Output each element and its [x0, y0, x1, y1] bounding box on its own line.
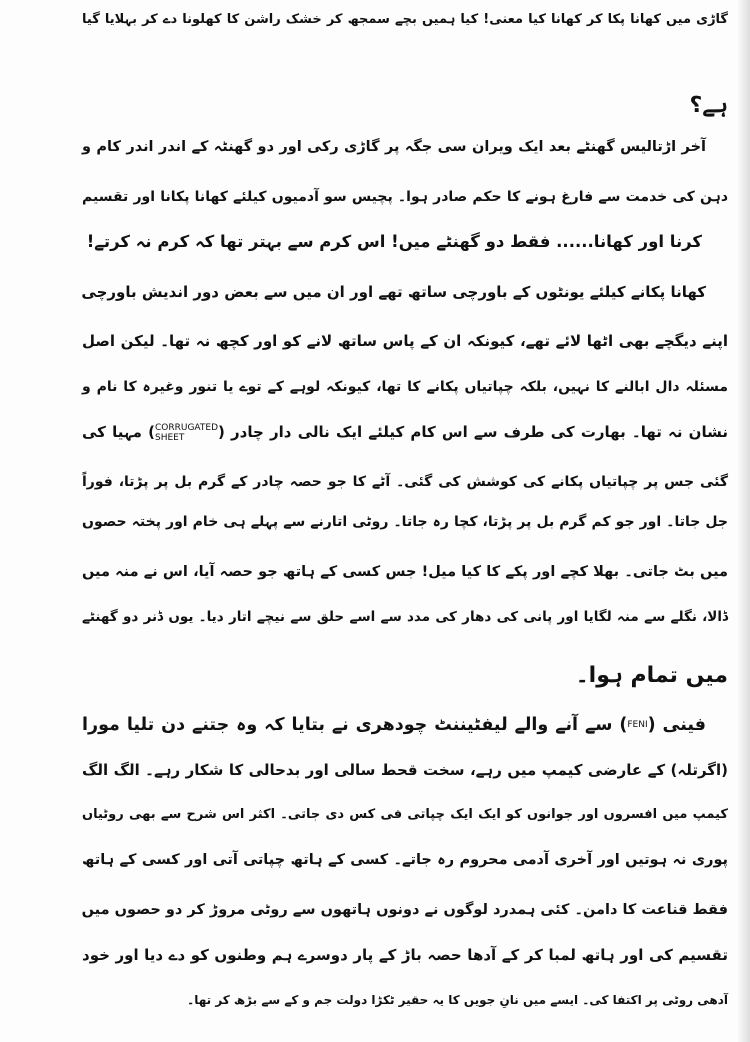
text-line: کرنا اور کھانا...... فقط دو گھنٹے میں! اس کرم سے بہتر تھا کہ کرم نہ کرتے!	[86, 232, 702, 251]
text-segment: نشان نہ تھا۔ بھارت کی طرف سے اس کام کیلئے ایک نالی دار چادر (	[218, 423, 729, 441]
paragraph-start: کھانا پکانے کیلئے یونٹوں کے باورچی ساتھ تھے اور ان میں سے بعض دور اندیش باورچی	[81, 283, 706, 301]
text-line: اپنے دیگچے بھی اٹھا لائے تھے، کیونکہ ان کے پاس ساتھ لانے کو اور کچھ نہ تھا۔ لیکن اصل	[82, 332, 728, 350]
text-line: پوری نہ ہوتیں اور آخری آدمی محروم رہ جاتے۔ کسی کے ہاتھ چپاتی آتی اور کسی کے ہاتھ	[82, 852, 728, 868]
english-term: FENI	[627, 720, 648, 730]
text-line: دہن کی خدمت سے فارغ ہونے کا حکم صادر ہوا۔ پچیس سو آدمیوں کیلئے کھانا پکانا اور تقسیم	[82, 189, 728, 205]
paragraph-start: آخر اڑتالیس گھنٹے بعد ایک ویران سی جگہ پر گاڑی رکی اور دو گھنٹہ کے اندر اندر کام و	[82, 139, 706, 155]
text-line: میں تمام ہوا۔	[575, 663, 728, 688]
text-segment: ) مہیا کی	[82, 423, 155, 441]
text-line: میں بٹ جاتی۔ بھلا کچے اور پکے کا کیا میل! جس کسی کے ہاتھ جو حصہ آیا، اس نے منہ میں	[82, 564, 728, 580]
text-line: فقط قناعت کا دامن۔ کئی ہمدرد لوگوں نے دونوں ہاتھوں سے روٹی مروڑ کر دو حصوں میں	[81, 902, 728, 918]
english-term-line: CORRUGATED	[154, 422, 218, 433]
text-line: جل جاتا۔ اور جو کم گرم بل پر پڑتا، کچا رہ جاتا۔ روٹی اتارنے سے پہلے ہی خام اور پختہ حصوں	[82, 514, 728, 530]
text-segment: ) سے آنے والے لیفٹیننٹ چودھری نے بتایا کہ وہ جتنے دن تلیا مورا	[82, 715, 628, 735]
text-line	[82, 412, 728, 452]
text-line: گئی جس پر چپاتیاں پکانے کی کوشش کی گئی۔ آٹے کا جو حصہ چادر کے گرم بل پر پڑتا، فوراً	[82, 474, 728, 490]
page-edge-shadow	[736, 0, 750, 1042]
paragraph-start	[82, 705, 728, 745]
text-line: ہے؟	[689, 93, 728, 118]
text-line: (اگرتلہ) کے عارضی کیمپ میں رہے، سخت قحط سالی اور بدحالی کا شکار رہے۔ الگ الگ	[82, 761, 728, 779]
text-line: مسئلہ دال ابالنے کا نہیں، بلکہ چپاتیاں پکانے کا تھا، کیونکہ لوہے کے توے یا تنور وغیرہ کا نام و	[82, 379, 728, 395]
text-line: گاڑی میں کھانا پکا کر کھانا کیا معنی! کیا ہمیں بچے سمجھ کر خشک راشن کا کھلونا دے کر بہلایا گیا	[82, 12, 728, 27]
text-line: کیمپ میں افسروں اور جوانوں کو ایک ایک چپاتی فی کس دی جاتی۔ اکثر اس شرح سے بھی روٹیاں	[82, 807, 728, 822]
text-line: ڈالا، نگلے سے منہ لگایا اور پانی کی دھار کی مدد سے اسے حلق سے نیچے اتار دیا۔ یوں ڈنر دو گھنٹے	[82, 609, 728, 625]
text-segment: فینی (	[647, 715, 706, 735]
english-term-line: SHEET	[154, 432, 185, 443]
english-term	[155, 423, 218, 443]
text-line: آدھی روٹی پر اکتفا کی۔ ایسے میں نانِ جویں کا یہ حقیر ٹکڑا دولت جم و کے سے بڑھ کر تھا۔	[187, 993, 728, 1007]
text-line: تقسیم کی اور ہاتھ لمبا کر کے آدھا حصہ باڑ کے پار دوسرے ہم وطنوں کو دے دیا اور خود	[82, 946, 728, 964]
